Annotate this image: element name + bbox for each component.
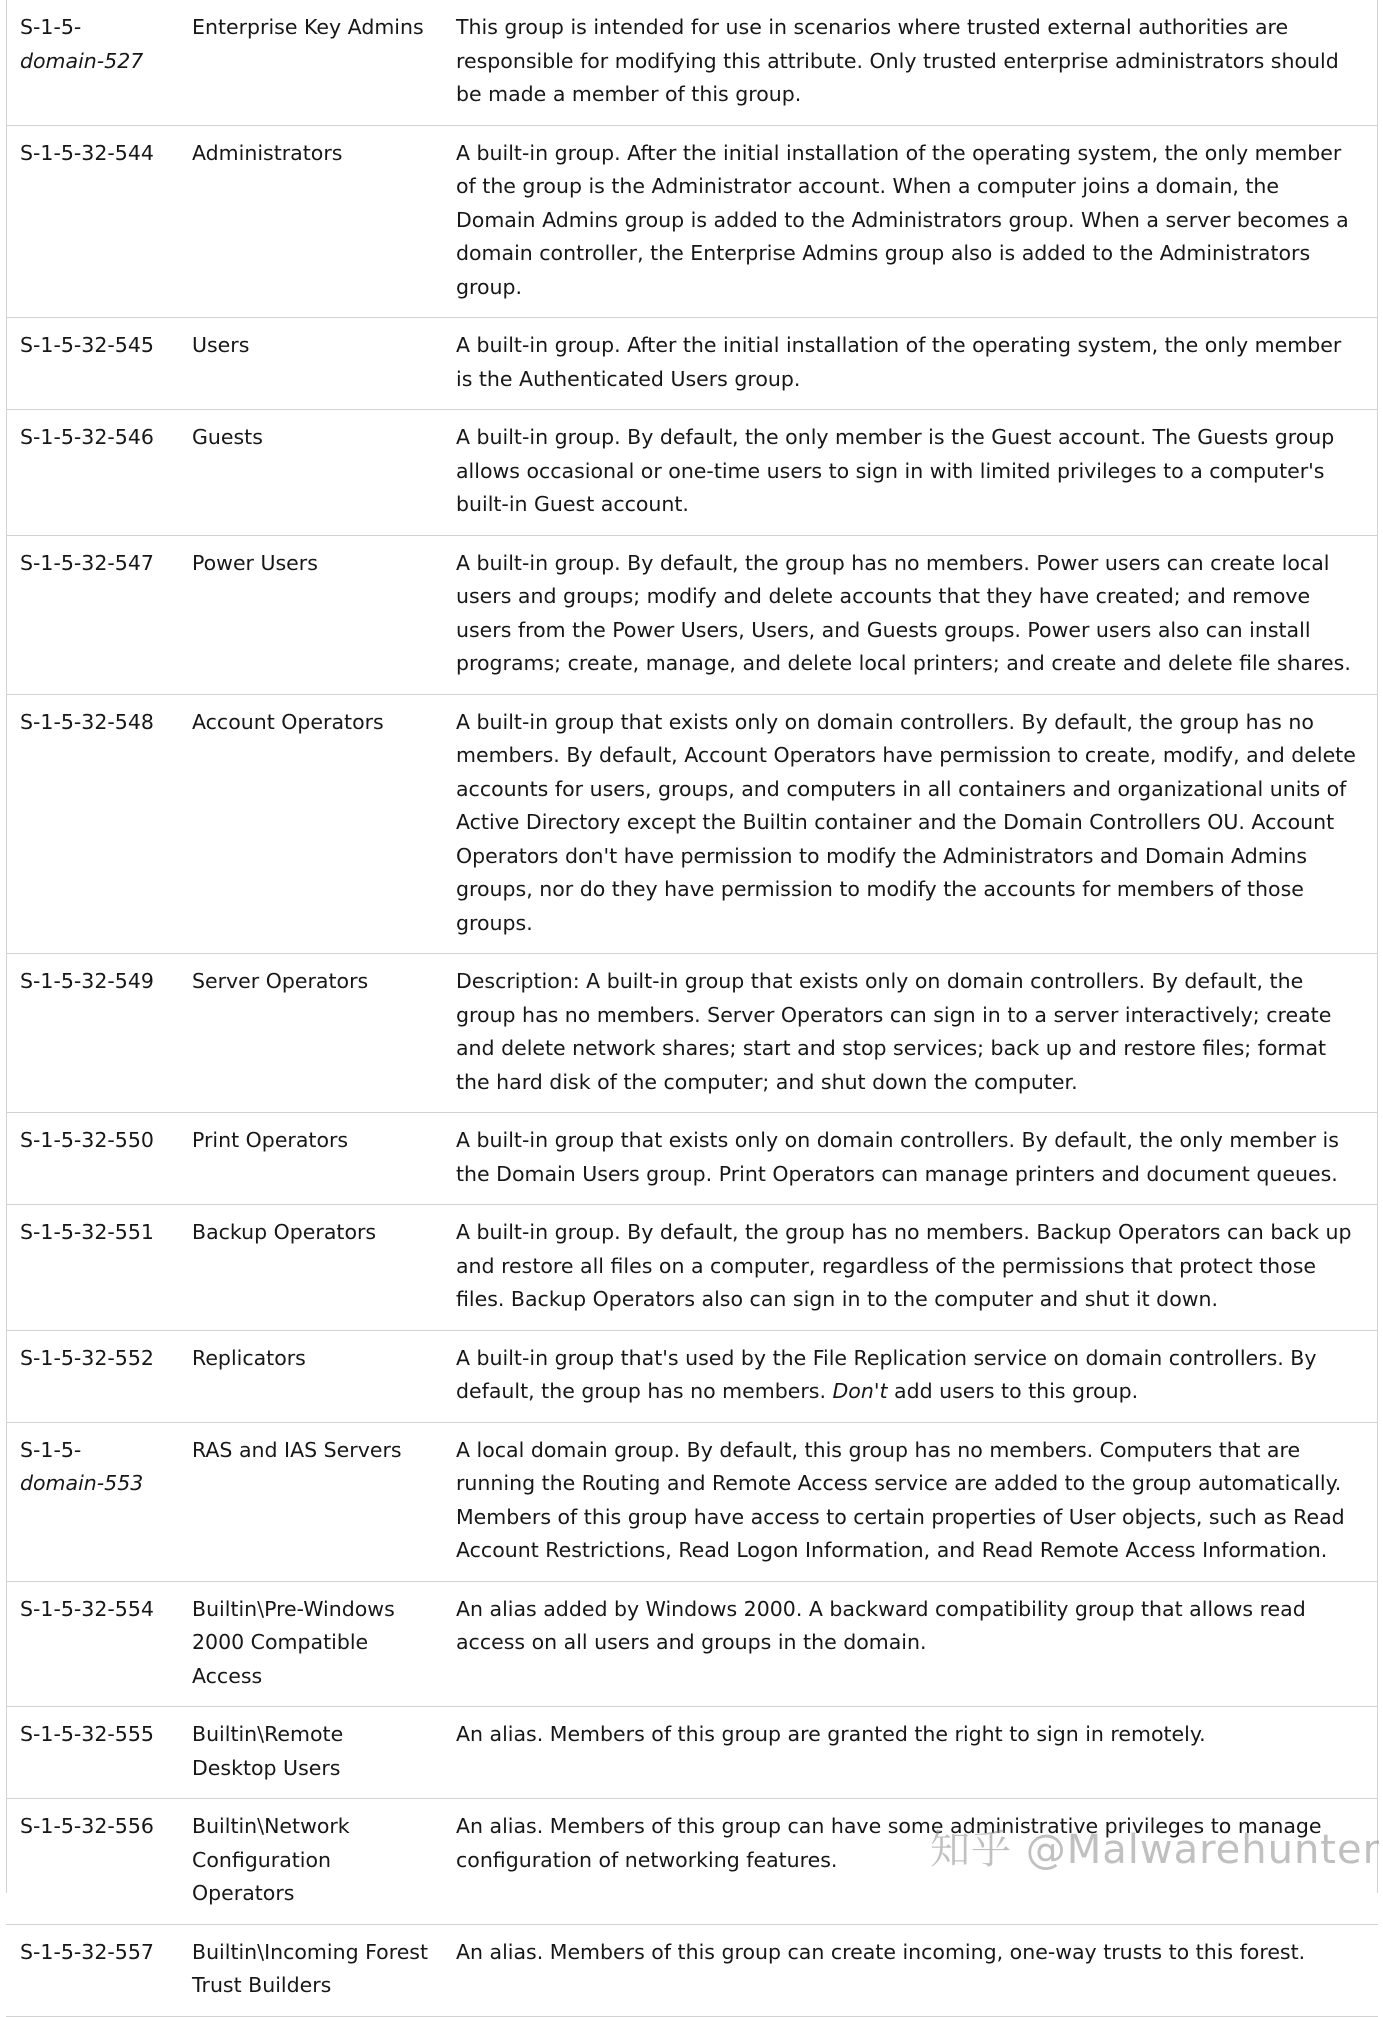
group-name-cell: Builtin\Pre-Windows 2000 Compatible Access: [192, 1596, 395, 1688]
description-cell: An alias. Members of this group are granted the right to sign in remotely.: [456, 1722, 1206, 1746]
table-row: [6, 125, 1378, 318]
table-row: [6, 1924, 1378, 2016]
description-cell: An alias. Members of this group can create incoming, one-way trusts to this forest.: [456, 1939, 1306, 1964]
description-cell: A built-in group. After the initial installation of the operating system, the only member is the Authenticated Users group.: [456, 333, 1342, 391]
group-name-cell: Administrators: [192, 140, 343, 165]
description-cell: An alias added by Windows 2000. A backward compatibility group that allows read access on all users and groups in the domain.: [456, 1596, 1306, 1654]
table-row: [6, 1581, 1378, 1707]
group-name-cell: Power Users: [192, 550, 318, 575]
table-row: [6, 1113, 1378, 1205]
group-name-cell: Server Operators: [192, 969, 369, 993]
table-row: [6, 694, 1378, 954]
table-row: [6, 1422, 1378, 1581]
sid-cell: S-1-5-32-544: [20, 140, 154, 165]
table-row: [6, 1205, 1378, 1331]
sid-table-container: [6, 0, 1381, 2017]
group-name-cell: Account Operators: [192, 709, 384, 734]
group-name-cell: Replicators: [192, 1345, 306, 1370]
table-row: [6, 410, 1378, 536]
group-name-cell: Users: [192, 333, 250, 357]
group-name-cell: Builtin\Remote Desktop Users: [192, 1722, 344, 1780]
table-row: [6, 954, 1378, 1113]
description-cell: A built-in group that exists only on domain controllers. By default, the group has no members. By default, Account Operators have permission to create, modify, and delete accounts for users, groups, and computers in all containers and organizational units of Active Directory except the Builtin container and the Domain Controllers OU. Account Operators don't have permission to modify the Administrators and Domain Admins groups, nor do they have permission to modify the accounts for members of those groups.: [456, 709, 1356, 935]
group-name-cell: Print Operators: [192, 1128, 349, 1152]
sid-cell: S-1-5- domain-527: [20, 15, 144, 73]
description-cell: A built-in group. By default, the group has no members. Power users can create local users and groups; modify and delete accounts that they have created; and remove users from the Power Users, Users, and Guests groups. Power users also can install programs; create, manage, and delete local printers; and create and delete file shares.: [456, 550, 1351, 675]
description-cell: A built-in group. By default, the only member is the Guest account. The Guests group allows occasional or one-time users to sign in with limited privileges to a computer's built-in Guest account.: [456, 425, 1335, 516]
group-name-cell: Enterprise Key Admins: [192, 15, 424, 39]
description-cell: A local domain group. By default, this group has no members. Computers that are running the Routing and Remote Access service are added to the group automatically. Members of this group have access to certain properties of User objects, such as Read Account Restrictions, Read Logon Information, and Read Remote Access Information.: [456, 1437, 1345, 1562]
description-cell: Description: A built-in group that exists only on domain controllers. By default, the group has no members. Server Operators can sign in to a server interactively; create and delete network shares; start and stop services; back up and restore files; format the hard disk of the computer; and shut down the computer.: [456, 969, 1332, 1094]
table-row: [6, 318, 1378, 410]
description-cell: This group is intended for use in scenarios where trusted external authorities are responsible for modifying this attribute. Only trusted enterprise administrators should be made a member of this group.: [456, 15, 1339, 106]
sid-cell: S-1-5-32-545: [20, 333, 154, 357]
description-cell: A built-in group. After the initial installation of the operating system, the only member of the group is the Administrator account. When a computer joins a domain, the Domain Admins group is added to the Administrators group. When a server becomes a domain controller, the Enterprise Admins group also is added to the Administrators group.: [456, 140, 1349, 299]
table-row: [6, 1330, 1378, 1422]
zhihu-watermark: 知乎 @Malwarehunter: [930, 1827, 1381, 1873]
sid-cell: S-1-5-32-556: [20, 1814, 154, 1838]
sid-cell: S-1-5-32-550: [20, 1128, 154, 1152]
group-name-cell: Guests: [192, 425, 263, 449]
sid-cell: S-1-5-32-554: [20, 1596, 154, 1621]
description-cell: A built-in group that exists only on domain controllers. By default, the only member is the Domain Users group. Print Operators can manage printers and document queues.: [456, 1128, 1339, 1186]
group-name-cell: Builtin\Network Configuration Operators: [192, 1814, 350, 1905]
sid-cell: S-1-5-32-546: [20, 425, 154, 449]
sid-cell: S-1-5-32-551: [20, 1220, 154, 1244]
sid-cell: S-1-5-32-557: [20, 1939, 154, 1964]
description-cell: A built-in group that's used by the File Replication service on domain controllers. By default, the group has no members. Don't add users to this group.: [456, 1345, 1317, 1403]
description-cell: A built-in group. By default, the group has no members. Backup Operators can back up and restore all files on a computer, regardless of the permissions that protect those files. Backup Operators also can sign in to the computer and shut it down.: [456, 1220, 1352, 1311]
sid-cell: S-1-5-32-547: [20, 550, 154, 575]
table-row: [6, 0, 1378, 125]
well-known-sid-table: [6, 0, 1381, 2017]
description-cell: An alias. Members of this group can have some administrative privileges to manage configuration of networking features.: [456, 1814, 1322, 1872]
group-name-cell: RAS and IAS Servers: [192, 1437, 402, 1462]
sid-cell: S-1-5-32-552: [20, 1345, 154, 1370]
table-row: [6, 535, 1378, 694]
sid-cell: S-1-5-32-548: [20, 709, 154, 734]
sid-cell: S-1-5-32-549: [20, 969, 154, 993]
sid-cell: S-1-5-32-555: [20, 1722, 154, 1746]
table-row: [6, 1707, 1378, 1799]
group-name-cell: Builtin\Incoming Forest Trust Builders: [192, 1939, 429, 1997]
group-name-cell: Backup Operators: [192, 1220, 377, 1244]
sid-cell: S-1-5- domain-553: [20, 1437, 144, 1495]
